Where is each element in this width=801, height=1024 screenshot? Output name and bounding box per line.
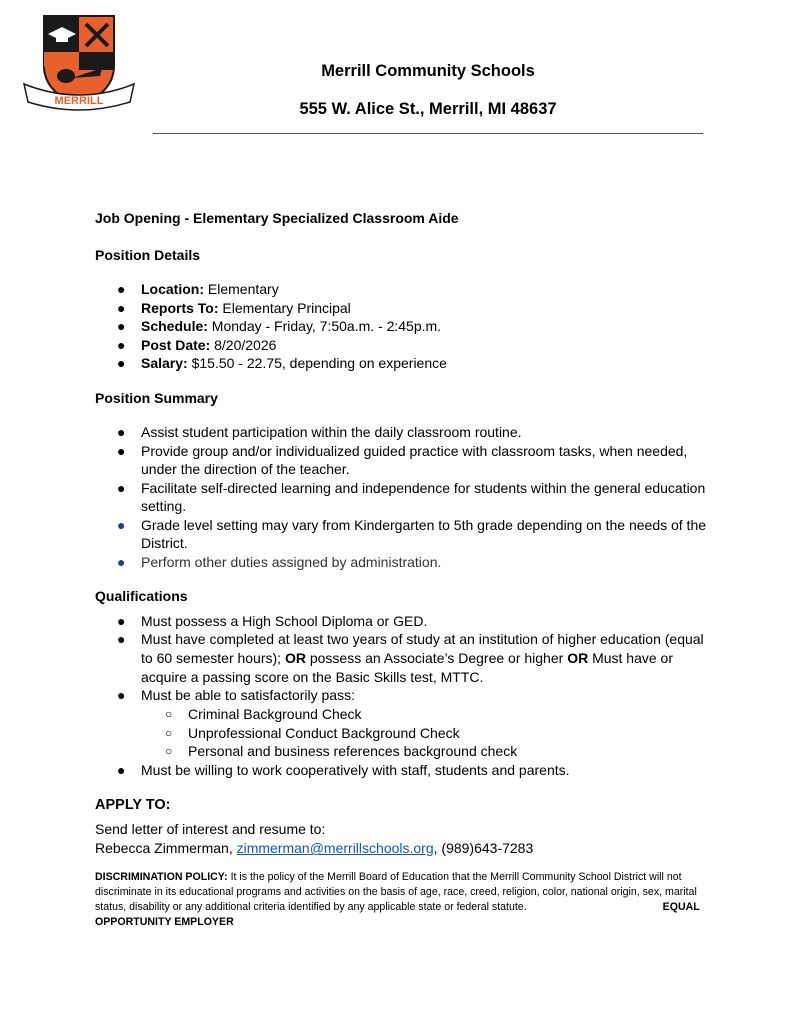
sub-item: ○ Unprofessional Conduct Background Check: [165, 724, 460, 741]
job-title: Job Opening - Elementary Specialized Classroom Aide: [95, 210, 459, 226]
apply-body: [95, 820, 715, 858]
qualifications-heading: Qualifications: [95, 588, 188, 604]
header-divider: [153, 133, 703, 134]
qualification-item: ● Must be able to satisfactorily pass: ○ Criminal Background Check ○ Unprofessional Conduct Background Check ○ Personal and business references background check: [95, 686, 715, 761]
qualification-item: ● Must be willing to work cooperatively with staff, students and parents.: [117, 762, 570, 779]
qualifications-list: [95, 612, 715, 780]
svg-text:MERRILL: MERRILL: [54, 95, 104, 107]
summary-list: [95, 423, 715, 571]
merrill-crest-logo: [22, 14, 136, 112]
sub-item: ○ Criminal Background Check: [165, 706, 362, 723]
detail-item: ● Location: Elementary: [117, 281, 279, 297]
background-check-list: [141, 705, 715, 761]
summary-item: ● Assist student participation within the daily classroom routine.: [117, 424, 522, 440]
summary-item: ● Perform other duties assigned by administration.: [117, 553, 442, 570]
policy-text: It is the policy of the Merrill Board of Education that the Merrill Community School District will not discriminate in its educational programs and activities on the basis of age, race, creed, religion, color, national origin, sex, marital status, disability or any additional criteria identified by any applicable state or federal statute.: [95, 871, 697, 914]
equal-opportunity-employer: EQUAL OPPORTUNITY EMPLOYER: [95, 901, 700, 929]
detail-item: ● Post Date: 8/20/2026: [117, 336, 277, 353]
discrimination-policy: [95, 870, 715, 930]
contact-phone: , (989)643-7283: [433, 840, 534, 857]
qualification-item: ● Must possess a High School Diploma or GED.: [117, 612, 428, 629]
detail-item: ● Reports To: Elementary Principal: [117, 299, 351, 316]
contact-line: [95, 839, 715, 858]
job-posting-body: [95, 209, 715, 930]
apply-heading: APPLY TO:: [95, 796, 171, 813]
summary-item: ● Provide group and/or individualized guided practice with classroom tasks, when needed, under the direction of the teacher.: [117, 442, 688, 477]
sub-item: ○ Personal and business references background check: [165, 743, 518, 760]
details-list: [95, 280, 715, 373]
email-link[interactable]: zimmerman@merrillschools.org: [236, 840, 434, 857]
qualification-item: ● Must have completed at least two years of study at an institution of higher education (equal to 60 semester hours); OR possess an Associate’s Degree or higher OR Must have or acquire a passing score on the Basic Skills test, MTTC.: [117, 631, 704, 685]
summary-item: ● Grade level setting may vary from Kindergarten to 5th grade depending on the needs of the District.: [117, 516, 707, 551]
detail-item: ● Schedule: Monday - Friday, 7:50a.m. - 2:45p.m.: [117, 318, 442, 334]
details-heading: Position Details: [95, 246, 201, 263]
policy-label: DISCRIMINATION POLICY:: [95, 871, 228, 884]
detail-item: ● Salary: $15.50 - 22.75, depending on experience: [117, 355, 447, 371]
contact-name: Rebecca Zimmerman,: [95, 840, 237, 857]
summary-item: ● Facilitate self-directed learning and independence for students within the general education setting.: [117, 479, 706, 514]
apply-instructions: Send letter of interest and resume to:: [95, 821, 326, 838]
summary-heading: Position Summary: [95, 389, 218, 406]
school-name: Merrill Community Schools: [321, 62, 535, 80]
school-address: 555 W. Alice St., Merrill, MI 48637: [299, 100, 557, 118]
